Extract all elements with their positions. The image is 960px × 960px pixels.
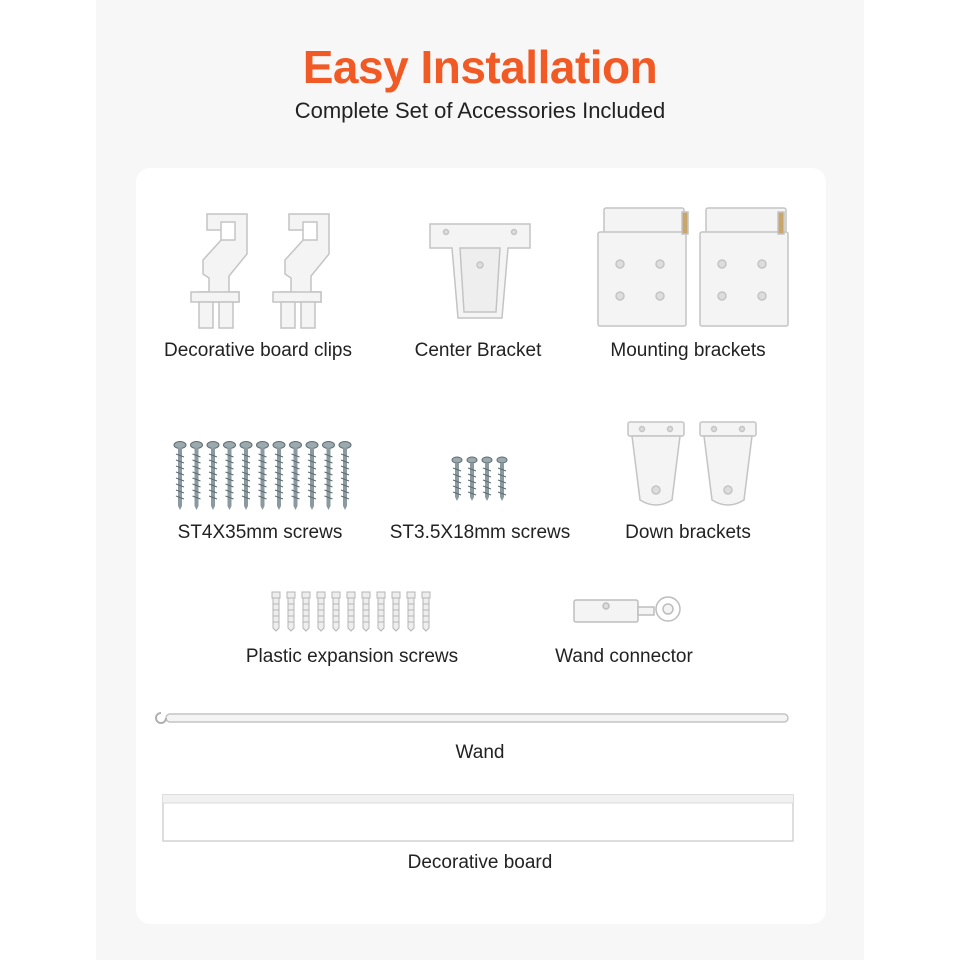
plastic-expansion-screws-label: Plastic expansion screws <box>245 646 459 667</box>
center-bracket-icon <box>428 220 532 325</box>
down-bracket-icon <box>626 420 758 512</box>
wand-connector-icon <box>572 596 688 626</box>
down-brackets-label: Down brackets <box>625 522 751 543</box>
st35x18-screws-label: ST3.5X18mm screws <box>389 522 571 543</box>
long-screw-icon <box>172 440 356 510</box>
center-bracket-label: Center Bracket <box>414 340 542 361</box>
mounting-brackets-label: Mounting brackets <box>610 340 766 361</box>
page-subtitle: Complete Set of Accessories Included <box>294 98 666 123</box>
page-title: Easy Installation <box>302 41 658 93</box>
wand-icon <box>156 708 792 728</box>
expansion-anchor-icon <box>270 590 432 632</box>
mounting-bracket-icon <box>596 206 792 330</box>
short-screw-icon <box>450 456 512 502</box>
decorative-board-label: Decorative board <box>407 852 553 873</box>
st4x35-screws-label: ST4X35mm screws <box>177 522 343 543</box>
wand-connector-label: Wand connector <box>555 646 693 667</box>
decorative-board-icon <box>162 794 794 842</box>
wand-label: Wand <box>455 742 505 763</box>
board-clip-icon <box>185 210 335 330</box>
decorative-board-clips-label: Decorative board clips <box>164 340 352 361</box>
